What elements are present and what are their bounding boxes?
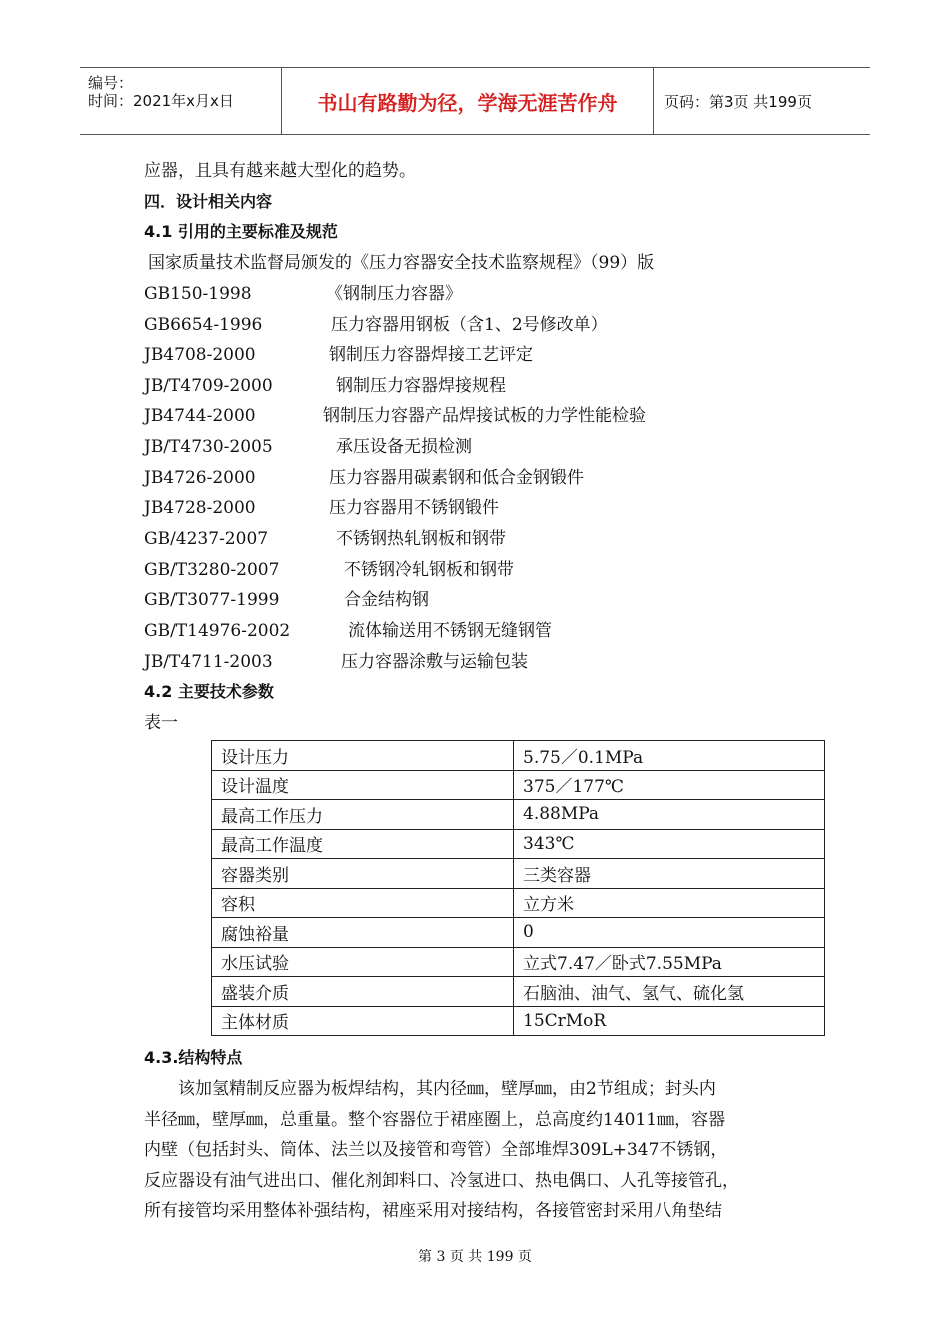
standard-name: 流体输送用不锈钢无缝钢管 bbox=[348, 621, 552, 641]
table-row bbox=[212, 918, 825, 948]
table-row bbox=[212, 1006, 825, 1036]
page-footer: 第 3 页 共 199 页 bbox=[418, 1249, 532, 1265]
regulation-line: 国家质量技术监督局颁发的《压力容器安全技术监察规程》（99）版 bbox=[148, 253, 655, 273]
standard-name: 承压设备无损检测 bbox=[336, 437, 472, 457]
standard-name: 合金结构钢 bbox=[344, 590, 429, 610]
standard-code: GB150-1998 bbox=[144, 284, 252, 304]
param-key: 设计温度 bbox=[212, 770, 514, 800]
body-line-intro: 应器，且具有越来越大型化的趋势。 bbox=[144, 161, 416, 181]
paragraph-line: 该加氢精制反应器为板焊结构，其内径㎜，壁厚㎜，由2节组成；封头内 bbox=[144, 1079, 716, 1099]
standard-name: 压力容器涂敷与运输包装 bbox=[341, 652, 528, 672]
param-key: 最高工作压力 bbox=[212, 800, 514, 830]
standard-name: 压力容器用碳素钢和低合金钢锻件 bbox=[329, 468, 584, 488]
standard-code: JB4744-2000 bbox=[144, 406, 256, 426]
param-key: 最高工作温度 bbox=[212, 829, 514, 859]
standard-name: 《钢制压力容器》 bbox=[326, 284, 462, 304]
section-4-3-heading: 4.3.结构特点 bbox=[144, 1048, 243, 1067]
section-4-1-heading: 4.1 引用的主要标准及规范 bbox=[144, 222, 338, 241]
standard-code: JB/T4730-2005 bbox=[144, 437, 273, 457]
standard-name: 压力容器用钢板（含1、2号修改单） bbox=[331, 315, 608, 335]
param-key: 盛装介质 bbox=[212, 977, 514, 1007]
param-key: 容积 bbox=[212, 888, 514, 918]
param-value: 375／177℃ bbox=[514, 770, 825, 800]
param-value: 343℃ bbox=[514, 829, 825, 859]
param-value: 4.88MPa bbox=[514, 800, 825, 830]
paragraph-line: 半径㎜，壁厚㎜，总重量。整个容器位于裙座圈上，总高度约14011㎜，容器 bbox=[144, 1109, 726, 1130]
table-row bbox=[212, 741, 825, 771]
page-header bbox=[80, 67, 870, 135]
param-key: 容器类别 bbox=[212, 859, 514, 889]
param-value: 5.75／0.1MPa bbox=[514, 741, 825, 771]
standard-name: 钢制压力容器焊接工艺评定 bbox=[329, 345, 533, 365]
header-page-info: 页码：第3页 共199页 bbox=[664, 92, 812, 111]
standard-name: 不锈钢热轧钢板和钢带 bbox=[336, 529, 506, 549]
paragraph-line: 反应器设有油气进出口、催化剂卸料口、冷氢进口、热电偶口、人孔等接管孔， bbox=[144, 1170, 739, 1191]
param-value: 立方米 bbox=[514, 888, 825, 918]
param-value: 15CrMoR bbox=[514, 1006, 825, 1036]
standard-name: 钢制压力容器产品焊接试板的力学性能检验 bbox=[323, 406, 646, 426]
standard-name: 不锈钢冷轧钢板和钢带 bbox=[344, 560, 514, 580]
standard-code: GB/T14976-2002 bbox=[144, 621, 291, 641]
section-4-heading: 四．设计相关内容 bbox=[144, 192, 273, 211]
table-row bbox=[212, 947, 825, 977]
param-key: 水压试验 bbox=[212, 947, 514, 977]
header-meta bbox=[80, 68, 282, 134]
header-motto: 书山有路勤为径，学海无涯苦作舟 bbox=[282, 68, 654, 134]
standard-code: GB/4237-2007 bbox=[144, 529, 269, 549]
standard-name: 钢制压力容器焊接规程 bbox=[336, 376, 506, 396]
technical-params-table bbox=[211, 740, 825, 1036]
param-key: 设计压力 bbox=[212, 741, 514, 771]
param-value: 三类容器 bbox=[514, 859, 825, 889]
paragraph-line: 所有接管均采用整体补强结构，裙座采用对接结构，各接管密封采用八角垫结 bbox=[144, 1201, 722, 1222]
param-value: 立式7.47／卧式7.55MPa bbox=[514, 947, 825, 977]
table-row bbox=[212, 859, 825, 889]
table-row bbox=[212, 800, 825, 830]
table-row bbox=[212, 888, 825, 918]
header-number-label: 编号： bbox=[88, 74, 134, 92]
table-row bbox=[212, 829, 825, 859]
param-value: 石脑油、油气、氢气、硫化氢 bbox=[514, 977, 825, 1007]
structure-paragraph bbox=[144, 1074, 814, 1227]
table-row bbox=[212, 977, 825, 1007]
param-key: 腐蚀裕量 bbox=[212, 918, 514, 948]
param-value: 0 bbox=[514, 918, 825, 948]
standard-code: GB6654-1996 bbox=[144, 315, 263, 335]
standard-code: JB/T4711-2003 bbox=[144, 652, 273, 672]
header-date: 时间：2021年x月x日 bbox=[88, 92, 234, 110]
standard-code: JB/T4709-2000 bbox=[144, 376, 273, 396]
standard-code: GB/T3280-2007 bbox=[144, 560, 280, 580]
param-key: 主体材质 bbox=[212, 1006, 514, 1036]
section-4-2-heading: 4.2 主要技术参数 bbox=[144, 682, 274, 701]
standard-code: JB4726-2000 bbox=[144, 468, 256, 488]
standard-code: JB4728-2000 bbox=[144, 498, 256, 518]
standard-code: GB/T3077-1999 bbox=[144, 590, 280, 610]
standard-name: 压力容器用不锈钢锻件 bbox=[329, 498, 499, 518]
standard-code: JB4708-2000 bbox=[144, 345, 256, 365]
table-caption: 表一 bbox=[144, 713, 178, 733]
table-row bbox=[212, 770, 825, 800]
paragraph-line: 内壁（包括封头、筒体、法兰以及接管和弯管）全部堆焊309L+347不锈钢， bbox=[144, 1140, 728, 1161]
